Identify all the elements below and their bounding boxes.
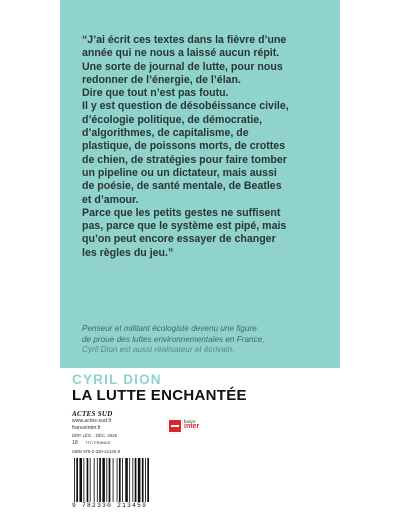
quote-line: et d’amour. xyxy=(82,193,139,206)
quote-line: Parce que les petits gestes ne suffisent xyxy=(82,206,281,219)
quote-line: un pipeline ou un dictateur, mais aussi xyxy=(82,166,277,179)
author-name: CYRIL DION xyxy=(72,372,162,387)
price-code: 18 xyxy=(72,440,78,446)
quote-line: Une sorte de journal de lutte, pour nous xyxy=(82,60,283,73)
bio-line: Penseur et militant écologiste devenu une figure xyxy=(82,324,257,333)
quote-line: qu’on peut encore essayer de changer xyxy=(82,233,276,246)
bio-line: Cyril Dion est aussi réalisateur et écrivain. xyxy=(82,345,235,355)
quote-line: d’algorithmes, de capitalisme, de xyxy=(82,127,249,140)
publisher-site: www.actes-sud.fr xyxy=(72,418,112,424)
price-note: TTC FRANCE xyxy=(85,440,111,445)
quote-line: les règles du jeu.” xyxy=(82,246,174,259)
partner-line-1: france xyxy=(184,419,196,424)
quote-line: Dire que tout n’est pas foutu. xyxy=(82,87,229,100)
quote-line: de poésie, de santé mentale, de Beatles xyxy=(82,180,282,193)
quote-line: Il y est question de désobéissance civile, xyxy=(82,100,289,113)
quote-line: redonner de l’énergie, de l’élan. xyxy=(82,73,241,86)
barcode-icon xyxy=(72,458,164,502)
book-title: LA LUTTE ENCHANTÉE xyxy=(72,387,247,404)
barcode-number: 9 782330 213459 xyxy=(72,502,148,509)
partner-line-2: inter xyxy=(184,423,200,430)
teal-panel xyxy=(60,0,340,368)
publisher-name: ACTES SUD xyxy=(72,410,113,418)
partner-site: franceinter.fr xyxy=(72,425,101,431)
book-back-cover xyxy=(60,0,340,520)
price-line xyxy=(72,439,192,447)
quote-line: plastique, de poissons morts, de crottes xyxy=(82,140,286,153)
france-inter-logo-icon xyxy=(167,418,183,434)
legal-deposit: DÉP. LÉG. : DÉC. 2025 xyxy=(72,433,118,438)
author-bio xyxy=(82,324,330,368)
quote-block xyxy=(82,34,332,260)
quote-line: de chien, de stratégies pour faire tomber xyxy=(82,153,287,166)
quote-line: pas, parce que le système est pipé, mais xyxy=(82,220,287,233)
partner-logo-text xyxy=(184,419,224,429)
quote-line: d’écologie politique, de démocratie, xyxy=(82,113,263,126)
quote-line: année qui ne nous a laissé aucun répit. xyxy=(82,47,280,60)
bio-line: de proue des luttes environnementales en France, xyxy=(82,334,265,344)
quote-line: “J’ai écrit ces textes dans la fièvre d’une xyxy=(82,34,287,46)
isbn: ISBN 978-2-330-21345-9 xyxy=(72,449,121,454)
